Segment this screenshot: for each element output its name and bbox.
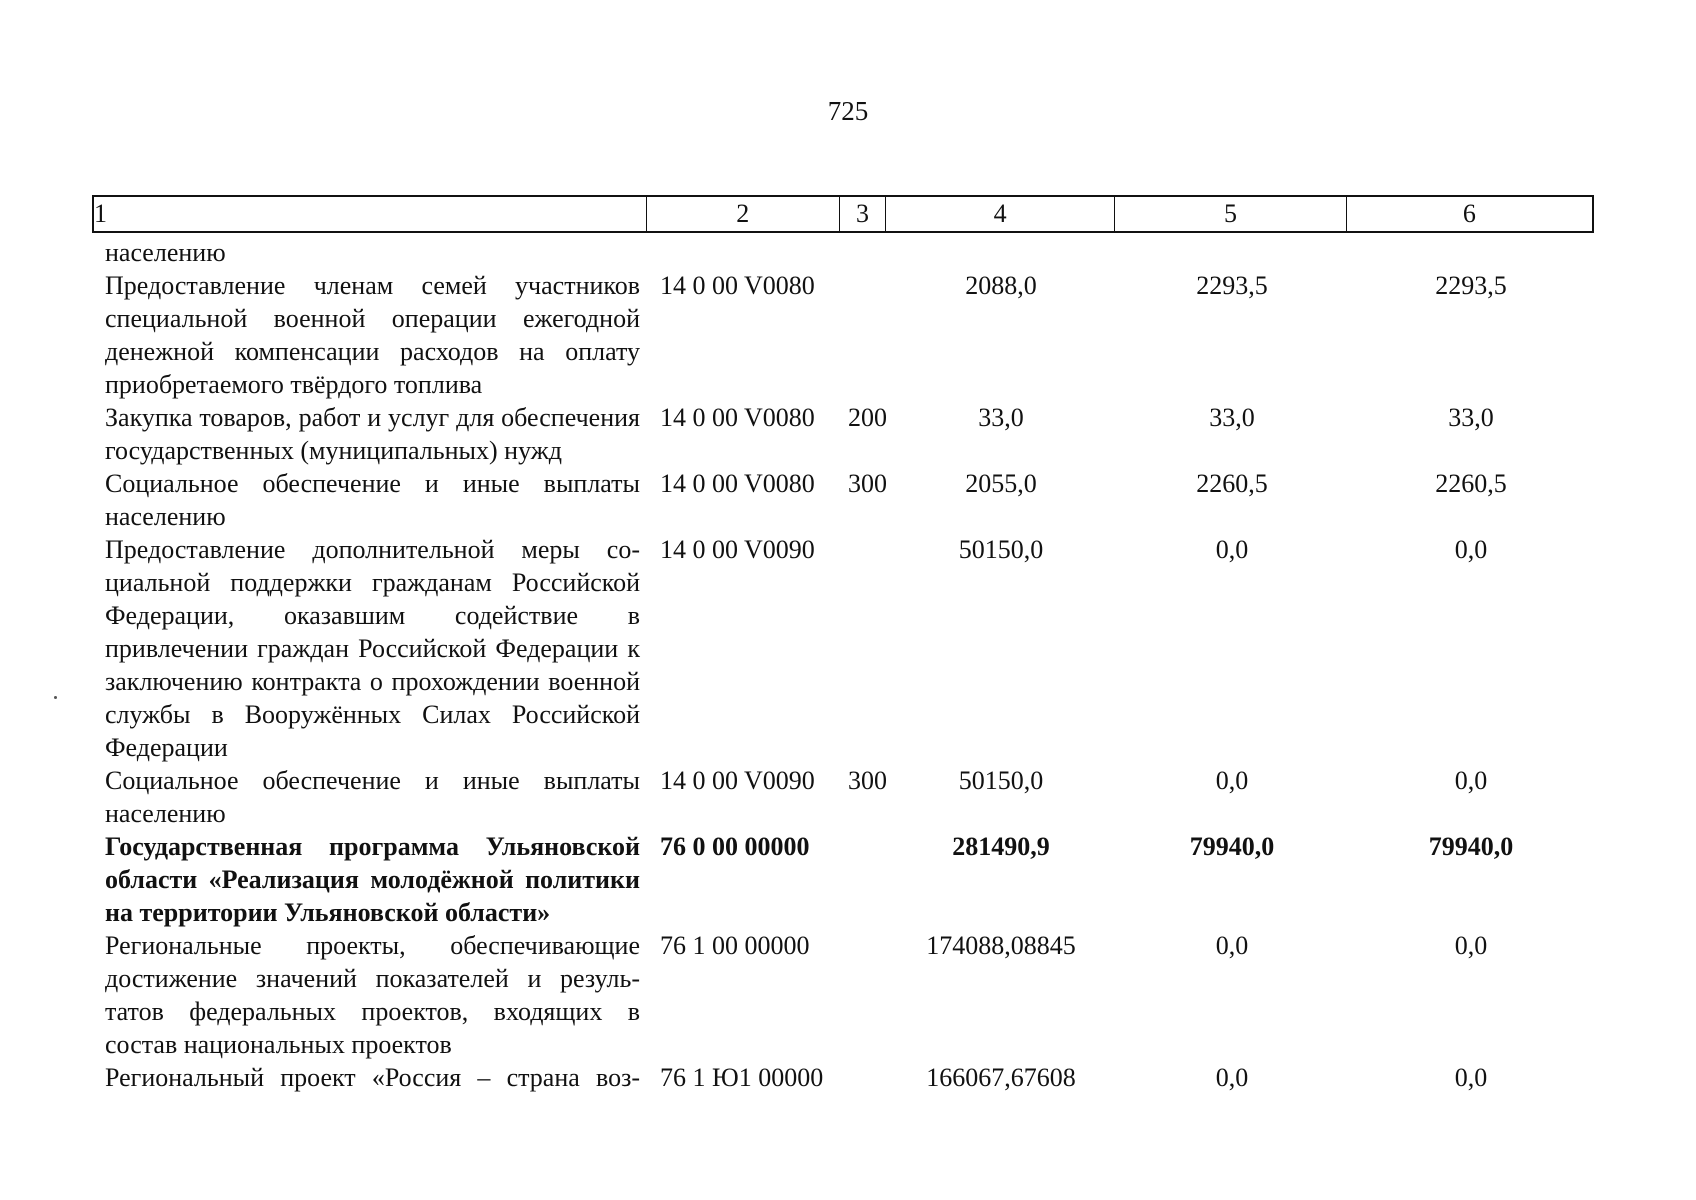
table-row [92, 467, 1594, 533]
header-col-4: 4 [886, 197, 1115, 231]
row-code: 14 0 00 V0080 [660, 469, 815, 498]
row-name: Государственная программа Ульяновской области «Реализация молодёжной политики на территории Ульяновской области» [105, 832, 640, 927]
table-row [92, 401, 1594, 467]
header-col-6: 6 [1462, 199, 1476, 228]
row-type [840, 830, 886, 929]
header-col-2: 2 [647, 197, 840, 231]
row-value-6: 0,0 [1454, 766, 1488, 795]
table-row [92, 1061, 1594, 1094]
table-header [92, 195, 1594, 233]
row-value-5: 0,0 [1215, 1063, 1249, 1092]
row-type [840, 1061, 886, 1094]
row-code: 14 0 00 V0080 [660, 403, 815, 432]
table-row [92, 764, 1594, 830]
row-type [840, 533, 886, 764]
row-value-4: 174088,08845 [926, 931, 1076, 960]
row-value-5: 2260,5 [1196, 469, 1268, 498]
row-value-6: 2260,5 [1435, 469, 1507, 498]
row-value-5: 2293,5 [1196, 271, 1268, 300]
row-value-6: 0,0 [1454, 535, 1488, 564]
row-code: 14 0 00 V0090 [660, 535, 815, 564]
row-value-6: 33,0 [1448, 403, 1494, 432]
row-name: Социальное обеспечение и иные выплаты населению [105, 766, 640, 828]
row-name: Предоставление дополнительной меры социальной поддержки гражданам Российской Федерации, оказавшим содействие в привлечении граждан Российской Федерации к заключению контракта о прохождении военной службы в Вооружённых Силах Российской Федерации [105, 535, 640, 762]
row-value-6: 0,0 [1454, 931, 1488, 960]
table-body [92, 236, 1594, 1094]
row-code: 76 0 00 00000 [660, 832, 810, 861]
row-value-5: 33,0 [1209, 403, 1255, 432]
row-code: 76 1 Ю1 00000 [660, 1063, 824, 1092]
row-type [840, 269, 886, 401]
page-number: 725 [827, 96, 869, 126]
table-row-program [92, 830, 1594, 929]
row-type: 300 [848, 469, 887, 498]
row-code: 14 0 00 V0090 [660, 766, 815, 795]
row-type [840, 929, 886, 1061]
row-value-4: 166067,67608 [926, 1063, 1076, 1092]
row-value-6: 2293,5 [1435, 271, 1507, 300]
row-code: 14 0 00 V0080 [660, 271, 815, 300]
table-row [92, 929, 1594, 1061]
table-row [92, 533, 1594, 764]
row-value-4: 2088,0 [965, 271, 1037, 300]
row-value-5: 0,0 [1215, 535, 1249, 564]
row-type: 300 [848, 766, 887, 795]
row-value-4: 50150,0 [958, 535, 1044, 564]
continuation-row [92, 236, 1594, 269]
row-code: 76 1 00 00000 [660, 931, 810, 960]
continuation-text: населению [105, 238, 226, 267]
row-type: 200 [848, 403, 887, 432]
header-col-5: 5 [1115, 197, 1346, 231]
row-value-5: 0,0 [1215, 931, 1249, 960]
table-row [92, 269, 1594, 401]
row-name: Предоставление членам семей участников специальной военной операции ежегодной денежной компенсации расходов на оплату приобретаемого твёрдого топлива [105, 271, 640, 399]
row-value-4: 50150,0 [958, 766, 1044, 795]
row-value-4: 33,0 [978, 403, 1024, 432]
row-name: Закупка товаров, работ и услуг для обеспечения государственных (муниципальных) нужд [105, 403, 640, 465]
row-value-5: 79940,0 [1189, 832, 1275, 861]
row-value-6: 79940,0 [1428, 832, 1514, 861]
row-value-6: 0,0 [1454, 1063, 1488, 1092]
row-value-4: 2055,0 [965, 469, 1037, 498]
row-name: Региональные проекты, обеспечивающие достижение значений показателей и результатов федеральных проектов, входящих в состав национальных проектов [105, 931, 640, 1059]
header-col-3: 3 [840, 197, 886, 231]
scan-speck [54, 696, 57, 699]
row-name: Региональный проект «Россия – страна воз- [105, 1063, 640, 1092]
row-value-4: 281490,9 [952, 832, 1050, 861]
row-value-5: 0,0 [1215, 766, 1249, 795]
row-name: Социальное обеспечение и иные выплаты населению [105, 469, 640, 531]
header-col-1: 1 [94, 197, 647, 231]
